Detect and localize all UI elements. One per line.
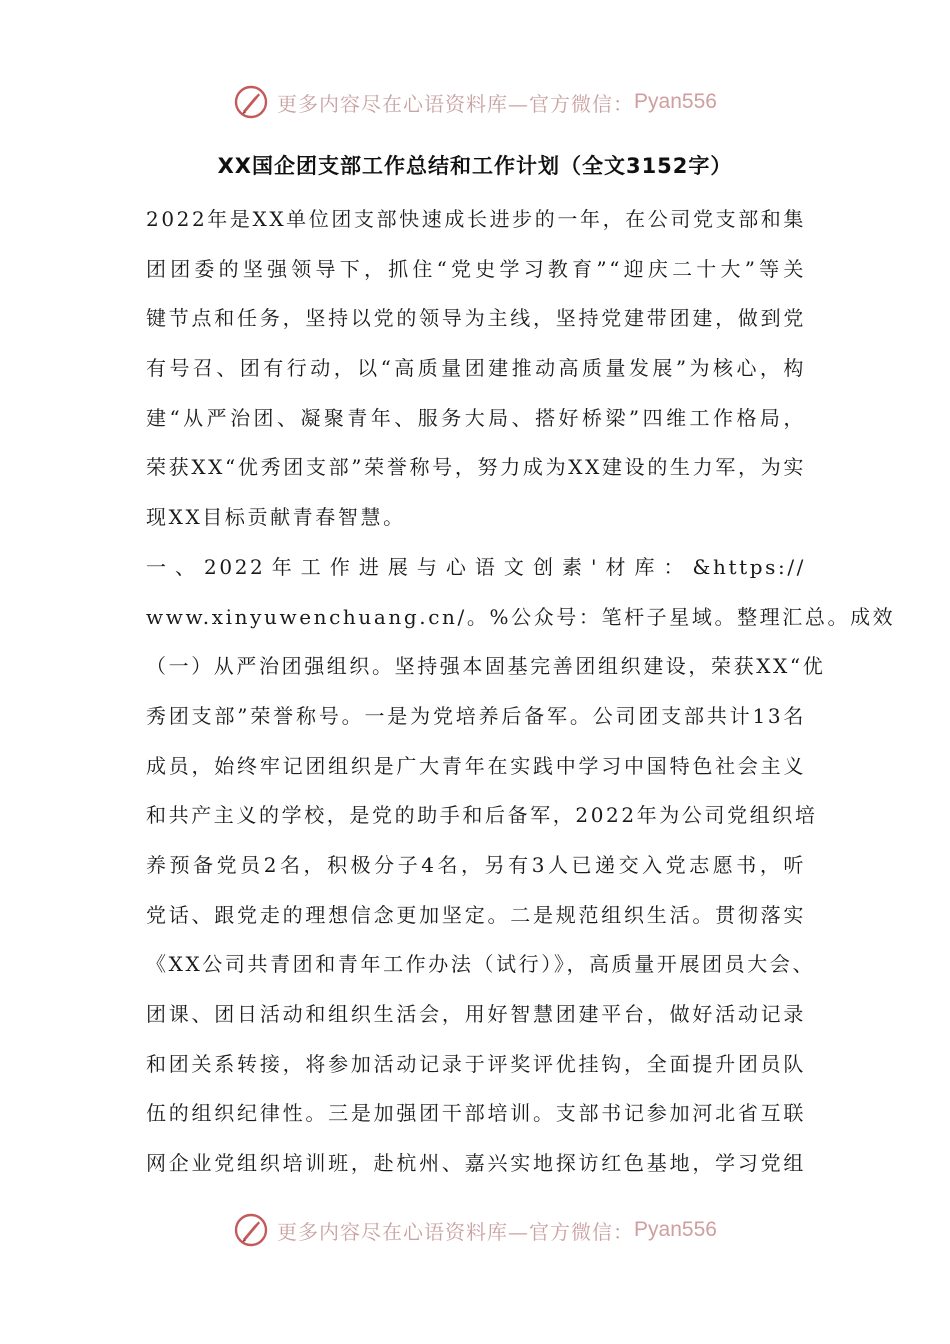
section-heading-line: 一、2022年工作进展与心语文创素'材库：&https://: [146, 554, 806, 579]
body-line: 养预备党员2名，积极分子4名，另有3人已递交入党志愿书，听: [146, 852, 806, 877]
body-line: 网企业党组织培训班，赴杭州、嘉兴实地探访红色基地，学习党组: [146, 1151, 806, 1176]
body-line: 《XX公司共青团和青年工作办法（试行）》，高质量开展团员大会、: [146, 952, 816, 977]
footer-banner: [0, 1208, 950, 1252]
quill-logo-icon: [233, 84, 269, 120]
body-line: 秀团支部”荣誉称号。一是为党培养后备军。公司团支部共计13名: [146, 703, 806, 728]
document-body: [146, 196, 896, 1190]
banner-wechat-handle: Pyan556: [634, 1218, 717, 1241]
body-line: （一）从严治团强组织。坚持强本固基完善团组织建设，荣获XX“优: [146, 654, 826, 679]
body-line: 2022年是XX单位团支部快速成长进步的一年，在公司党支部和集: [146, 207, 806, 231]
quill-logo-icon: [233, 1212, 269, 1248]
body-line: 和团关系转接，将参加活动记录于评奖评优挂钩，全面提升团员队: [146, 1051, 806, 1076]
header-banner: [0, 80, 950, 124]
banner-text: 更多内容尽在心语资料库—官方微信：: [277, 1219, 635, 1244]
body-line: 现XX目标贡献青春智慧。: [146, 505, 406, 530]
body-line: 荣获XX“优秀团支部”荣誉称号，努力成为XX建设的生力军，为实: [146, 455, 806, 480]
body-line: 团团委的坚强领导下，抓住“党史学习教育”“迎庆二十大”等关: [146, 256, 806, 281]
body-line: 有号召、团有行动，以“高质量团建推动高质量发展”为核心，构: [146, 356, 806, 381]
body-line: 成员，始终牢记团组织是广大青年在实践中学习中国特色社会主义: [146, 753, 806, 778]
banner-text: 更多内容尽在心语资料库—官方微信：: [277, 91, 635, 116]
body-line: 键节点和任务，坚持以党的领导为主线，坚持党建带团建，做到党: [146, 306, 806, 331]
body-line: 党话、跟党走的理想信念更加坚定。二是规范组织生活。贯彻落实: [146, 902, 806, 927]
body-line: 和共产主义的学校，是党的助手和后备军，2022年为公司党组织培: [146, 803, 818, 828]
body-line: 团课、团日活动和组织生活会，用好智慧团建平台，做好活动记录: [146, 1002, 806, 1026]
section-heading-line: www.xinyuwenchuang.cn/。%公众号：笔杆子星域。整理汇总。成效: [146, 604, 896, 629]
body-line: 伍的组织纪律性。三是加强团干部培训。支部书记参加河北省互联: [146, 1101, 806, 1126]
body-line: 建“从严治团、凝聚青年、服务大局、搭好桥梁”四维工作格局，: [146, 405, 806, 430]
banner-wechat-handle: Pyan556: [634, 90, 717, 113]
document-title: XX国企团支部工作总结和工作计划（全文3152字）: [217, 154, 733, 178]
